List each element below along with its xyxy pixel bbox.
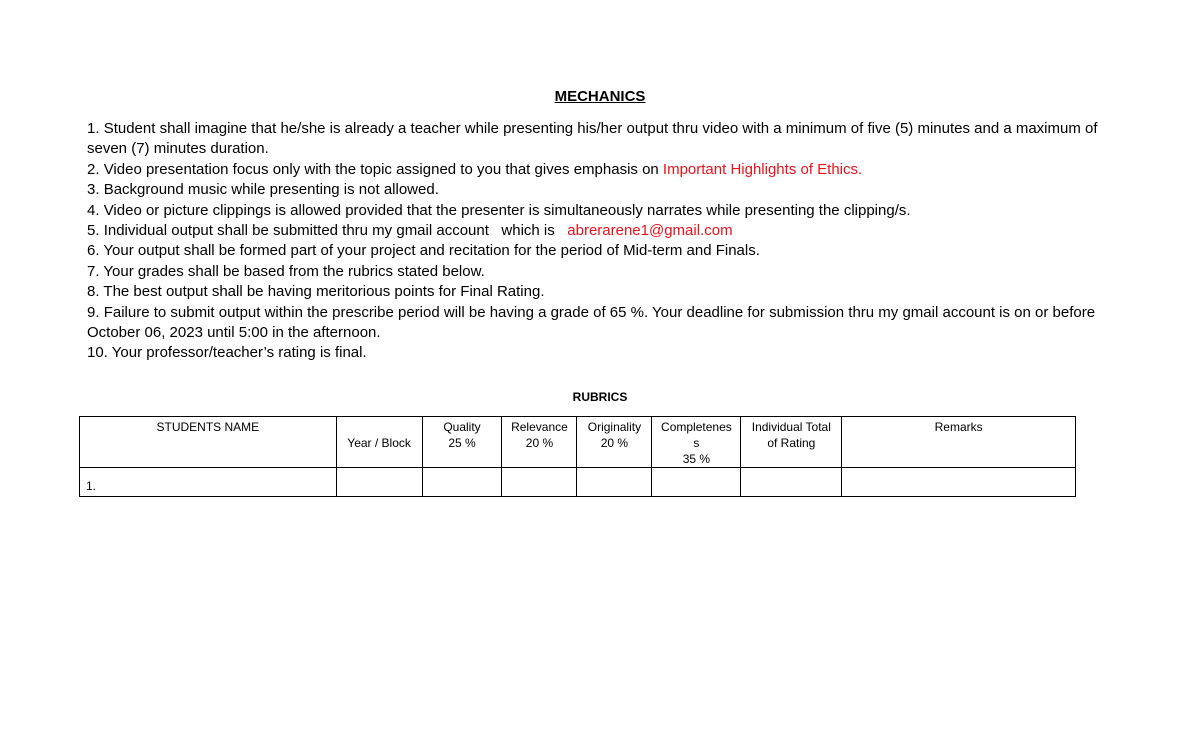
list-item: 9. Failure to submit output within the prescribe period will be having a grade of 65 %. Your deadline for submission thru my gmail account is on or before October 06, 2023 until 5:00 in the afternoon. (87, 303, 1096, 342)
cell-originality[interactable] (577, 468, 652, 497)
email-link[interactable]: abrerarene1@gmail.com (567, 222, 733, 240)
table-row (80, 468, 1076, 497)
header-originality: Originality 20 % (577, 417, 652, 468)
cell-individual-total[interactable] (741, 468, 842, 497)
cell-remarks[interactable] (842, 468, 1076, 497)
table-header-row (80, 417, 1076, 468)
page-title: MECHANICS (554, 88, 646, 105)
cell-completeness[interactable] (652, 468, 741, 497)
list-item: 10. Your professor/teacher’s rating is final. (87, 344, 367, 362)
header-remarks: Remarks (842, 417, 1076, 468)
header-students-name: STUDENTS NAME (80, 417, 337, 468)
rubrics-title: RUBRICS (572, 390, 628, 404)
list-item: 3. Background music while presenting is not allowed. (87, 181, 439, 199)
cell-quality[interactable] (422, 468, 502, 497)
header-individual-total: Individual Total of Rating (741, 417, 842, 468)
row-number[interactable]: 1. (80, 468, 337, 497)
header-completeness: Completenes s 35 % (652, 417, 741, 468)
cell-year-block[interactable] (336, 468, 422, 497)
cell-relevance[interactable] (502, 468, 577, 497)
list-item: 7. Your grades shall be based from the rubrics stated below. (87, 262, 485, 280)
list-item: 6. Your output shall be formed part of your project and recitation for the period of Mid-term and Finals. (87, 242, 760, 260)
mechanics-list (87, 119, 1127, 364)
list-item: 1. Student shall imagine that he/she is already a teacher while presenting his/her output thru video with a minimum of five (5) minutes and a maximum of seven (7) minutes duration. (87, 120, 1098, 158)
header-relevance: Relevance 20 % (502, 417, 577, 468)
header-year-block: Year / Block (336, 417, 422, 468)
header-quality: Quality 25 % (422, 417, 502, 468)
list-item: 8. The best output shall be having meritorious points for Final Rating. (87, 283, 545, 301)
rubrics-table (79, 416, 1076, 497)
list-item: 5. Individual output shall be submitted thru my gmail account which is abrerarene1@gmail.com (87, 222, 733, 240)
list-item: 2. Video presentation focus only with the topic assigned to you that gives emphasis on Important Highlights of Ethics. (87, 160, 863, 178)
list-item: 4. Video or picture clippings is allowed provided that the presenter is simultaneously narrates while presenting the clipping/s. (87, 201, 911, 219)
highlight-topic: Important Highlights of Ethics. (662, 160, 863, 178)
